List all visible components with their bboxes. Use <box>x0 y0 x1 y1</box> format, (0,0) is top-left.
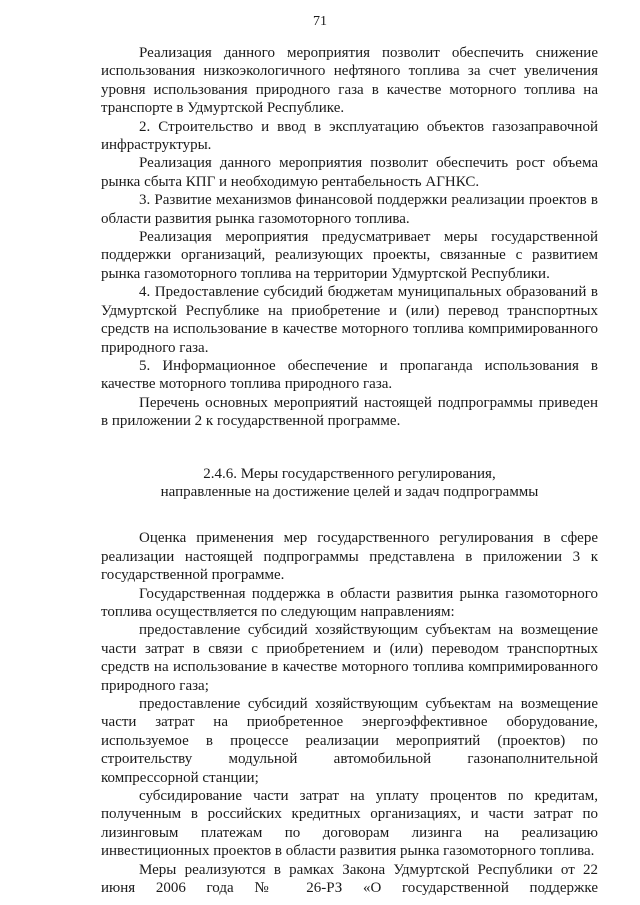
paragraph-item-5: 5. Информационное обеспечение и пропаганда использования в качестве моторного топлива природного газа. <box>101 357 598 393</box>
list-item-subsidy-equipment: предоставление субсидий хозяйствующим субъектам на возмещение части затрат на приобретенное энергоэффективное оборудование, используемое в процессе реализации мероприятий (проектов) по строительству модульной автомобильной газонаполнительной компрессорной станции; <box>101 696 598 786</box>
paragraph-reduction-effect: Реализация данного мероприятия позволит обеспечить снижение использования низкоэкологичного нефтяного топлива за счет увеличения уровня использования природного газа в качестве моторного топлива на транспорте в Удмуртской Республике. <box>101 45 598 117</box>
paragraph-support-measures: Реализация мероприятия предусматривает меры государственной поддержки организаций, реализующих проекты, связанные с развитием рынка газомоторного топлива на территории Удмуртской Республики. <box>101 229 598 282</box>
paragraph-item-4: 4. Предоставление субсидий бюджетам муниципальных образований в Удмуртской Республике на приобретение и (или) перевод транспортных средств на использование в качестве моторного топлива компримированного природного газа. <box>101 284 598 356</box>
page-number: 71 <box>313 14 327 29</box>
paragraph-market-effect: Реализация данного мероприятия позволит обеспечить рост объема рынка сбыта КПГ и необходимую рентабельность АГНКС. <box>101 155 598 190</box>
document-body <box>101 44 598 897</box>
paragraph-law-reference: Меры реализуются в рамках Закона Удмуртской Республики от 22 июня 2006 года № 26-РЗ «О государственной поддержке <box>101 861 598 897</box>
section-heading <box>101 465 598 502</box>
list-item-subsidy-interest: субсидирование части затрат на уплату процентов по кредитам, полученным в российских кредитных организациях, и части затрат по лизинговым платежам по договорам лизинга на реализацию инвестиционных проектов в области развития рынка газомоторного топлива. <box>101 788 598 860</box>
paragraph-activities-list: Перечень основных мероприятий настоящей подпрограммы приведен в приложении 2 к государственной программе. <box>101 394 598 430</box>
section-heading-line-1: 2.4.6. Меры государственного регулирования, <box>203 465 496 482</box>
paragraph-assessment: Оценка применения мер государственного регулирования в сфере реализации настоящей подпрограммы представлена в приложении 3 к государственной программе. <box>101 530 598 584</box>
paragraph-state-support: Государственная поддержка в области развития рынка газомоторного топлива осуществляется по следующим направлениям: <box>101 585 598 620</box>
list-item-subsidy-vehicles: предоставление субсидий хозяйствующим субъектам на возмещение части затрат в связи с приобретением и (или) переводом транспортных средств на использование в качестве моторного топлива компримированного природного газа; <box>101 622 598 694</box>
section-heading-line-2: направленные на достижение целей и задач подпрограммы <box>160 483 539 500</box>
paragraph-item-3: 3. Развитие механизмов финансовой поддержки реализации проектов в области развития рынка газомоторного топлива. <box>101 192 598 227</box>
paragraph-item-2: 2. Строительство и ввод в эксплуатацию объектов газозаправочной инфраструктуры. <box>101 118 598 154</box>
